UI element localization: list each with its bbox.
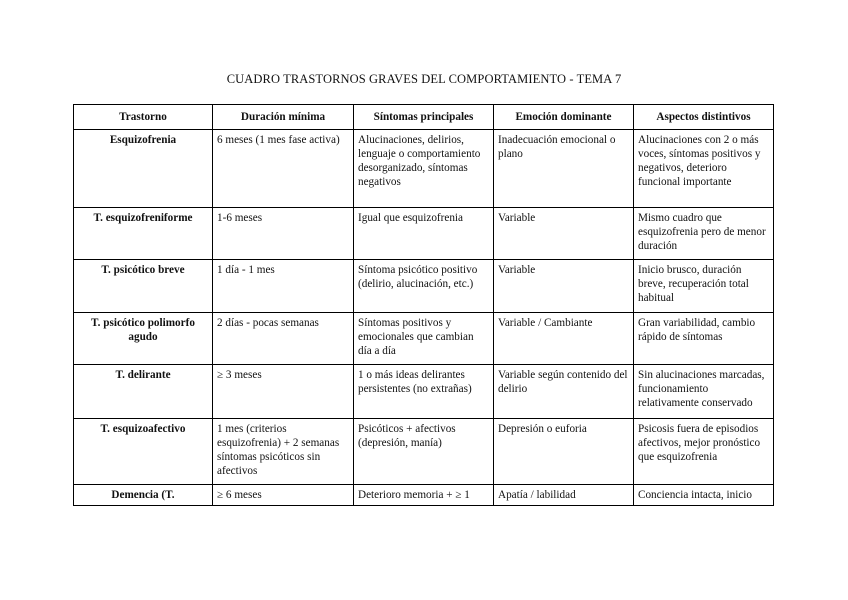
disorder-name: T. psicótico polimorfo agudo — [74, 313, 213, 365]
header-duracion: Duración mínima — [213, 105, 354, 130]
disorder-name: T. esquizofreniforme — [74, 208, 213, 260]
table-cell: Mismo cuadro que esquizofrenia pero de menor duración — [634, 208, 774, 260]
table-cell: Variable — [494, 260, 634, 313]
header-sintomas: Síntomas principales — [354, 105, 494, 130]
table-cell: Alucinaciones con 2 o más voces, síntomas positivos y negativos, deterioro funcional importante — [634, 130, 774, 208]
table-cell: Síntomas positivos y emocionales que cambian día a día — [354, 313, 494, 365]
table-cell: Síntoma psicótico positivo (delirio, alucinación, etc.) — [354, 260, 494, 313]
table-cell: Variable según contenido del delirio — [494, 365, 634, 419]
disorder-name: T. psicótico breve — [74, 260, 213, 313]
table-cell: Depresión o euforia — [494, 419, 634, 485]
disorder-name: T. esquizoafectivo — [74, 419, 213, 485]
table-cell: Gran variabilidad, cambio rápido de síntomas — [634, 313, 774, 365]
table-header-row — [74, 105, 774, 130]
table-cell: Sin alucinaciones marcadas, funcionamiento relativamente conservado — [634, 365, 774, 419]
table-row — [74, 260, 774, 313]
table-cell: Psicóticos + afectivos (depresión, manía) — [354, 419, 494, 485]
table-cell: Deterioro memoria + ≥ 1 — [354, 485, 494, 506]
table-cell: 1-6 meses — [213, 208, 354, 260]
table-cell: Conciencia intacta, inicio — [634, 485, 774, 506]
header-aspectos: Aspectos distintivos — [634, 105, 774, 130]
table-cell: Apatía / labilidad — [494, 485, 634, 506]
table-cell: 2 días - pocas semanas — [213, 313, 354, 365]
table-row — [74, 365, 774, 419]
table-row — [74, 485, 774, 506]
table-cell: ≥ 3 meses — [213, 365, 354, 419]
table-cell: 1 o más ideas delirantes persistentes (no extrañas) — [354, 365, 494, 419]
disorder-name: T. delirante — [74, 365, 213, 419]
table-cell: ≥ 6 meses — [213, 485, 354, 506]
disorder-name: Esquizofrenia — [74, 130, 213, 208]
header-trastorno: Trastorno — [74, 105, 213, 130]
header-emocion: Emoción dominante — [494, 105, 634, 130]
table-row — [74, 313, 774, 365]
disorders-table — [73, 104, 774, 506]
table-cell: 6 meses (1 mes fase activa) — [213, 130, 354, 208]
table-cell: Inadecuación emocional o plano — [494, 130, 634, 208]
document-title: CUADRO TRASTORNOS GRAVES DEL COMPORTAMIENTO - TEMA 7 — [226, 72, 622, 86]
table-cell: 1 día - 1 mes — [213, 260, 354, 313]
table-cell: Igual que esquizofrenia — [354, 208, 494, 260]
table-cell: Inicio brusco, duración breve, recuperación total habitual — [634, 260, 774, 313]
table-row — [74, 208, 774, 260]
disorder-name: Demencia (T. — [74, 485, 213, 506]
table-cell: Psicosis fuera de episodios afectivos, mejor pronóstico que esquizofrenia — [634, 419, 774, 485]
table-row — [74, 419, 774, 485]
table-cell: Alucinaciones, delirios, lenguaje o comportamiento desorganizado, síntomas negativos — [354, 130, 494, 208]
table-row — [74, 130, 774, 208]
table-cell: Variable / Cambiante — [494, 313, 634, 365]
table-cell: Variable — [494, 208, 634, 260]
table-cell: 1 mes (criterios esquizofrenia) + 2 semanas síntomas psicóticos sin afectivos — [213, 419, 354, 485]
